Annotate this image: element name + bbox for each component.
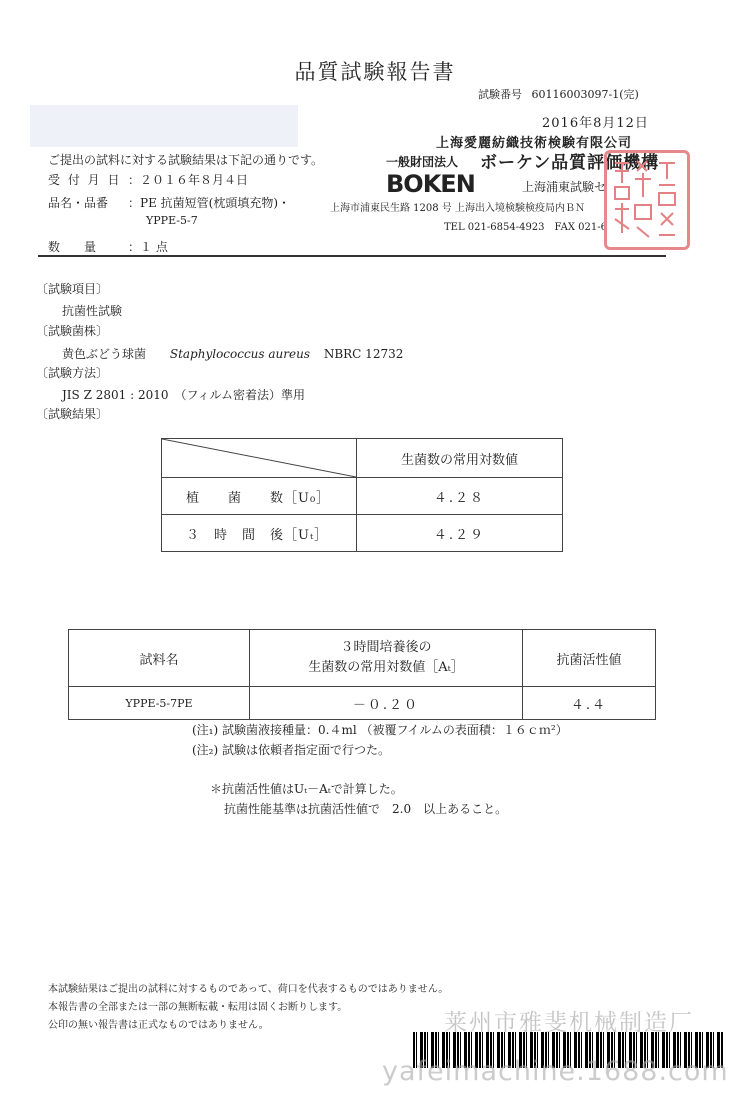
sample-name: YPPE-5-7PE <box>69 687 250 720</box>
test-method: JIS Z 2801 : 2010 （フィルム密着法）準用 <box>62 388 306 402</box>
test-item: 抗菌性試験 <box>62 304 123 318</box>
header-divider <box>38 255 666 257</box>
organism-strain-id: NBRC 12732 <box>323 347 404 361</box>
table-row <box>69 687 656 720</box>
viable-count-header: 生菌数の常用対数値 <box>357 439 563 478</box>
organism-jp: 黄色ぶどう球菌 <box>62 347 147 361</box>
product-line2: YPPE-5-7 <box>146 214 198 227</box>
performance-standard: 抗菌性能基準は抗菌活性値で 2.0 以上あること。 <box>224 802 508 816</box>
branch-name: 上海浦東試験セ <box>522 180 607 194</box>
org-name: ボーケン品質評価機構 <box>480 153 660 173</box>
address: 上海市浦東民生路 1208 号 上海出入境検験検疫局内ＢＮ <box>330 203 585 214</box>
diagonal-line-icon <box>162 439 356 477</box>
table-header-row <box>69 630 656 687</box>
calculation-note: ＊抗菌活性値はUₜ－Aₜで計算した。 <box>210 782 403 796</box>
boken-logo: BOKEN <box>386 170 475 198</box>
organism-scientific: Staphylococcus aureus <box>169 347 310 361</box>
note-1: (注₁) 試験菌液接種量：0.４ml （被覆フイルムの表面積：１６ｃｍ²） <box>192 723 568 737</box>
organism-row <box>62 345 403 362</box>
section-organism-heading: 〔試験菌株〕 <box>36 324 109 338</box>
row-value: ４.２９ <box>357 515 563 552</box>
quantity-value: ：１ 点 <box>128 240 168 254</box>
report-title: 品質試験報告書 <box>294 60 456 84</box>
watermark-chinese: 莱州市雅斐机械制造厂 <box>444 1010 694 1036</box>
section-test-item-heading: 〔試験項目〕 <box>36 282 109 296</box>
redacted-area <box>30 105 298 147</box>
table-row <box>162 515 563 552</box>
log-count-header-line1: ３時間培養後の <box>340 640 432 655</box>
test-number-value: 60116003097-1(完) <box>531 88 639 101</box>
table-header-row <box>162 439 563 478</box>
received-date-row <box>48 171 248 188</box>
quantity-label: 数 量 <box>48 240 97 254</box>
footer-line-1: 本試験結果はご提出の試料に対するものであって、荷口を代表するものではありません。 <box>48 984 449 995</box>
quantity-row <box>48 238 168 255</box>
antibacterial-result-table <box>68 629 656 720</box>
activity-value: ４.４ <box>523 687 656 720</box>
log-count-header-line2: 生菌数の常用対数値［Aₜ］ <box>308 660 464 675</box>
product-label: 品名・品番 <box>48 196 109 210</box>
section-result-heading: 〔試験結果〕 <box>36 407 109 421</box>
product-row <box>48 194 290 211</box>
received-value: ：２０１６年８月４日 <box>128 173 249 187</box>
log-count-value: －０.２０ <box>250 687 523 720</box>
intro-text: ご提出の試料に対する試験結果は下記の通りです。 <box>48 153 324 167</box>
watermark-url: yafeimachine.1688.com <box>382 1056 729 1087</box>
row-label: ３ 時 間 後［Uₜ］ <box>162 515 357 552</box>
footer-line-2: 本報告書の全部または一部の無断転載・転用は固くお断りします。 <box>48 1002 348 1013</box>
seal-pattern-icon <box>607 153 687 247</box>
test-number-label: 試験番号 <box>478 88 522 101</box>
log-count-header <box>250 630 523 687</box>
received-label: 受 付 月 日 <box>48 173 122 187</box>
activity-header: 抗菌活性値 <box>523 630 656 687</box>
note-2: (注₂) 試験は依頼者指定面で行つた。 <box>192 743 390 757</box>
company-seal <box>604 150 690 250</box>
section-method-heading: 〔試験方法〕 <box>36 366 109 380</box>
row-value: ４.２８ <box>357 478 563 515</box>
company-name: 上海愛麗紡織技術検験有限公司 <box>436 136 633 151</box>
product-line1: ：PE 抗菌短管(枕頭填充物)・ <box>128 196 291 210</box>
test-number <box>478 86 639 102</box>
phone-fax: TEL 021-6854-4923 FAX 021-6 <box>444 222 607 233</box>
diagonal-cell <box>162 439 357 478</box>
viable-count-table <box>161 438 563 552</box>
row-label: 植 菌 数［U₀］ <box>162 478 357 515</box>
table-row <box>162 478 563 515</box>
footer-line-3: 公印の無い報告書は正式なものではありません。 <box>48 1020 269 1031</box>
org-prefix: 一般財団法人 <box>386 155 459 169</box>
sample-name-header: 試料名 <box>69 630 250 687</box>
report-date: 2016年8月12日 <box>542 116 649 131</box>
